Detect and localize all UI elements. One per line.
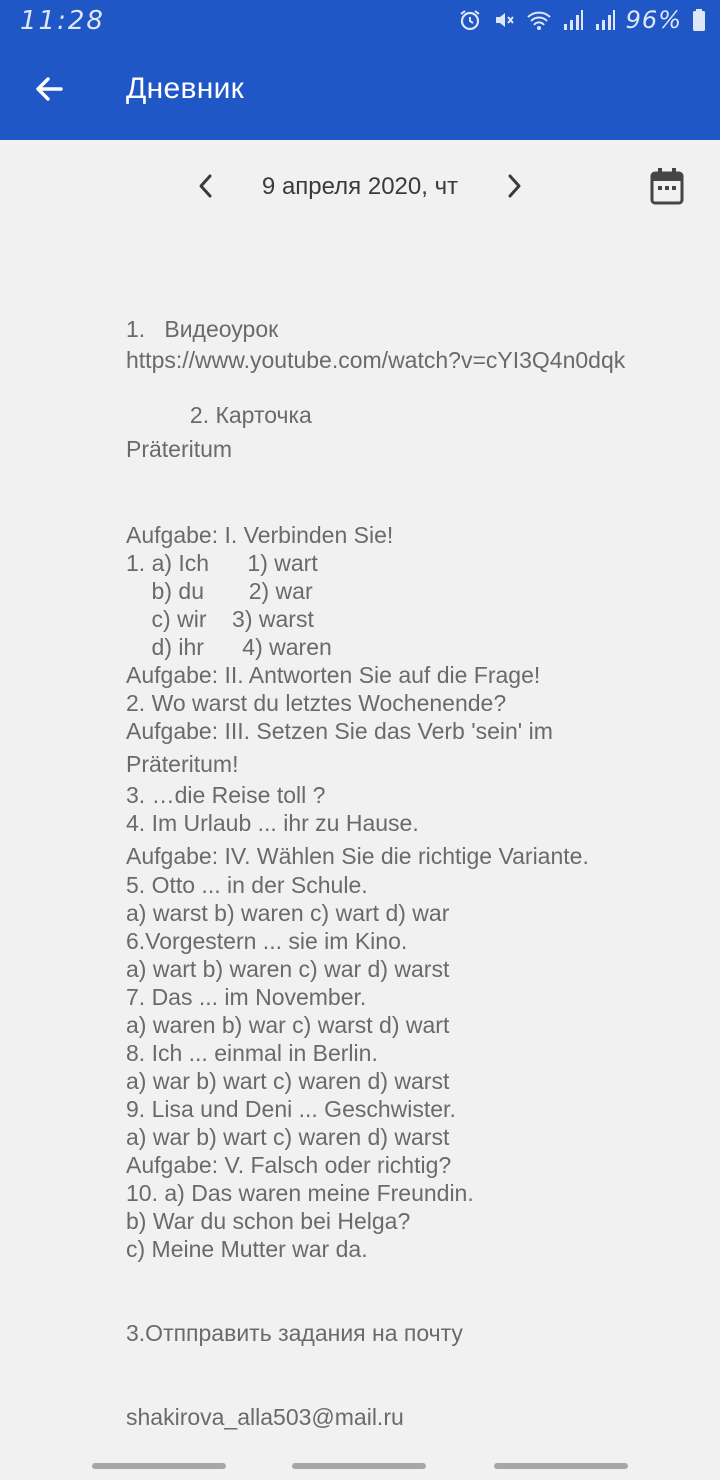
homework-email-link[interactable]: shakirova_alla503@mail.ru <box>126 1404 404 1430</box>
previous-day-button[interactable] <box>186 168 226 208</box>
calendar-icon <box>650 167 684 210</box>
homework-line: 7. Das ... im November. <box>126 984 367 1010</box>
homework-line: a) warst b) waren c) wart d) war <box>126 900 450 926</box>
homework-line: a) wart b) waren c) war d) warst <box>126 956 450 982</box>
homework-line: 4. Im Urlaub ... ihr zu Hause. <box>126 810 419 836</box>
next-day-button[interactable] <box>494 168 534 208</box>
homework-line: 1. Видеоурок <box>126 316 279 342</box>
homework-line: b) War du schon bei Helga? <box>126 1208 411 1234</box>
homework-line: c) Meine Mutter war da. <box>126 1236 368 1262</box>
page-title: Дневник <box>126 72 245 105</box>
homework-line: c) wir 3) warst <box>126 606 314 632</box>
battery-percent: 96% <box>625 6 682 34</box>
homework-line: 2. Карточка <box>126 402 312 428</box>
homework-line: Aufgabe: V. Falsch oder richtig? <box>126 1152 452 1178</box>
chevron-right-icon <box>504 173 524 204</box>
homework-line: a) war b) wart c) waren d) warst <box>126 1068 450 1094</box>
status-icons <box>458 6 706 34</box>
homework-line: Präteritum! <box>126 751 239 777</box>
status-bar <box>0 0 720 42</box>
homework-line: b) du 2) war <box>126 578 313 604</box>
homework-line: 2. Wo warst du letztes Wochenende? <box>126 690 507 716</box>
homework-line: 8. Ich ... einmal in Berlin. <box>126 1040 378 1066</box>
homework-line: d) ihr 4) waren <box>126 634 332 660</box>
app-bar <box>0 42 720 140</box>
homework-line: Aufgabe: II. Antworten Sie auf die Frage! <box>126 662 541 688</box>
homework-line: a) waren b) war c) warst d) wart <box>126 1012 450 1038</box>
current-date: 9 апреля 2020, чт <box>261 173 459 200</box>
homework-line: Aufgabe: IV. Wählen Sie die richtige Variante. <box>126 843 589 869</box>
homework-line: Präteritum <box>126 436 233 462</box>
homework-line: 6.Vorgestern ... sie im Kino. <box>126 928 408 954</box>
calendar-button[interactable] <box>645 166 689 210</box>
status-time: 11:28 <box>20 6 105 36</box>
battery-icon <box>692 8 706 32</box>
homework-line: Aufgabe: III. Setzen Sie das Verb 'sein' im <box>126 718 553 744</box>
homework-line: 5. Otto ... in der Schule. <box>126 872 368 898</box>
signal-icon <box>594 8 616 32</box>
mute-icon <box>492 8 516 32</box>
wifi-icon <box>526 8 552 32</box>
chevron-left-icon <box>196 173 216 204</box>
homework-link[interactable]: https://www.youtube.com/watch?v=cYI3Q4n0dqk <box>126 347 626 373</box>
signal-icon <box>562 8 584 32</box>
homework-line: 10. a) Das waren meine Freundin. <box>126 1180 474 1206</box>
homework-line: 3. …die Reise toll ? <box>126 782 326 808</box>
homework-line: Aufgabe: I. Verbinden Sie! <box>126 522 394 548</box>
nav-back-bar[interactable] <box>494 1463 628 1469</box>
nav-home-bar[interactable] <box>292 1463 426 1469</box>
homework-line: 3.Отпправить задания на почту <box>126 1320 463 1346</box>
homework-line: a) war b) wart c) waren d) warst <box>126 1124 450 1150</box>
homework-line: 1. a) Ich 1) wart <box>126 550 318 576</box>
alarm-icon <box>458 8 482 32</box>
date-navigation <box>0 140 720 236</box>
homework-line: 9. Lisa und Deni ... Geschwister. <box>126 1096 456 1122</box>
back-button[interactable] <box>22 64 76 118</box>
arrow-left-icon <box>33 73 65 110</box>
nav-recent-bar[interactable] <box>92 1463 226 1469</box>
